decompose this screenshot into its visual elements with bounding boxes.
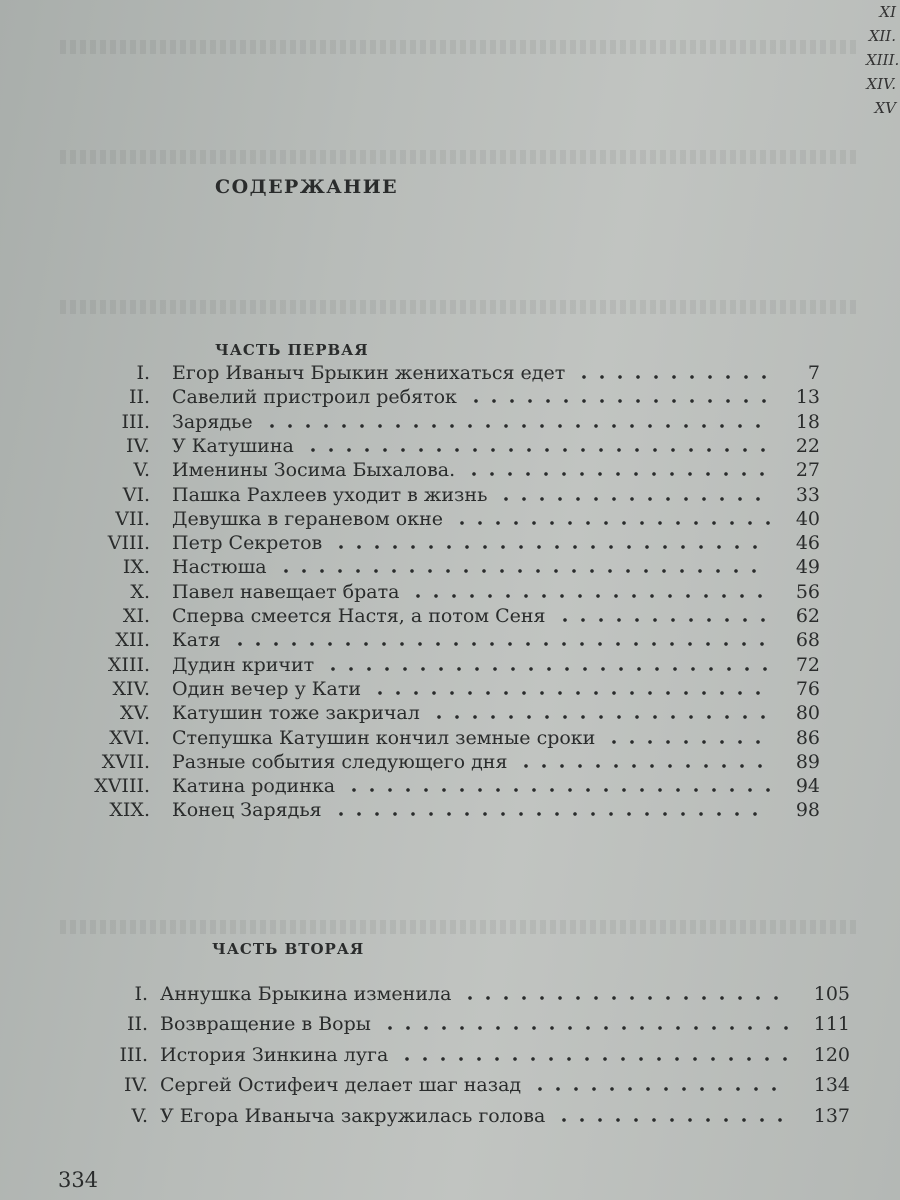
chapter-title: Зарядье (172, 410, 253, 433)
toc-entry (0, 532, 900, 558)
chapter-number: XIV. (112, 677, 150, 700)
dot-leaders (371, 691, 770, 695)
chapter-page-number: 137 (813, 1104, 850, 1127)
chapter-page-number: 56 (795, 580, 820, 603)
chapter-page-number: 22 (795, 434, 820, 457)
chapter-number: XVIII. (94, 775, 150, 798)
dot-leaders (381, 1026, 790, 1030)
chapter-title: Дудин кричит (172, 653, 315, 676)
dot-leaders (531, 1087, 790, 1091)
chapter-page-number: 7 (807, 362, 820, 384)
chapter-title: Петр Секретов (172, 532, 323, 555)
toc-entry (0, 799, 900, 825)
chapter-page-number: 27 (795, 459, 820, 482)
page-number: 334 (58, 1168, 99, 1192)
toc-entry (0, 983, 900, 1009)
dot-leaders (555, 1118, 790, 1122)
dot-leaders (461, 996, 790, 1000)
toc-entry (0, 654, 900, 680)
chapter-title: Катина родинка (172, 775, 336, 798)
chapter-title: Катушин тоже закричал (172, 702, 420, 725)
bleed-through-texture (60, 300, 860, 314)
dot-leaders (332, 545, 770, 549)
chapter-title: Сергей Остифеич делает шаг назад (160, 1074, 522, 1097)
chapter-title: Степушка Катушин кончил земные сроки (172, 726, 596, 749)
dot-leaders (517, 764, 770, 768)
toc-entry (0, 751, 900, 777)
toc-entry (0, 1105, 900, 1131)
chapter-title: У Катушина (172, 434, 294, 457)
chapter-title: Катя (172, 629, 221, 652)
chapter-number: I. (136, 362, 150, 384)
chapter-number: V. (133, 459, 150, 482)
chapter-title: Пашка Рахлеев уходит в жизнь (172, 483, 488, 506)
dot-leaders (409, 594, 770, 598)
chapter-number: XI. (122, 605, 150, 627)
chapter-title: Девушка в гераневом окне (172, 507, 443, 530)
chapter-page-number: 105 (813, 983, 850, 1005)
toc-entry (0, 484, 900, 510)
dot-leaders (430, 715, 770, 719)
toc-entry (0, 1013, 900, 1039)
chapter-title: Конец Зарядья (172, 799, 322, 822)
dot-leaders (324, 667, 770, 671)
chapter-number: XIX. (109, 799, 150, 822)
chapter-page-number: 111 (813, 1013, 850, 1036)
chapter-number: II. (128, 386, 150, 409)
chapter-page-number: 89 (795, 750, 820, 773)
bleed-through-texture (60, 150, 860, 164)
chapter-number: I. (134, 983, 148, 1005)
chapter-page-number: 62 (795, 605, 820, 627)
part-title: ЧАСТЬ ПЕРВАЯ (215, 341, 369, 359)
chapter-title: Павел навещает брата (172, 580, 400, 603)
toc-entry (0, 702, 900, 728)
toc-entry (0, 386, 900, 412)
dot-leaders (263, 424, 770, 428)
chapter-number: VII. (115, 507, 150, 530)
chapter-page-number: 98 (795, 799, 820, 822)
chapter-page-number: 72 (795, 653, 820, 676)
dot-leaders (605, 740, 770, 744)
chapter-title: Именины Зосима Быхалова. (172, 459, 456, 482)
chapter-page-number: 134 (813, 1074, 850, 1097)
dot-leaders (453, 521, 770, 525)
chapter-number: VIII. (107, 532, 150, 555)
dot-leaders (575, 375, 770, 379)
toc-entry (0, 727, 900, 753)
chapter-number: XVII. (101, 750, 150, 773)
chapter-page-number: 13 (795, 386, 820, 409)
toc-entry (0, 678, 900, 704)
chapter-title: История Зинкина луга (160, 1043, 389, 1066)
chapter-page-number: 68 (795, 629, 820, 652)
margin-mark: XIV. (866, 75, 896, 93)
toc-entry (0, 581, 900, 607)
toc-entry (0, 1074, 900, 1100)
dot-leaders (231, 642, 770, 646)
chapter-page-number: 120 (813, 1043, 850, 1066)
toc-entry (0, 411, 900, 437)
margin-mark: XI (879, 3, 896, 21)
chapter-title: Аннушка Брыкина изменила (160, 983, 452, 1005)
chapter-number: IX. (122, 556, 150, 579)
chapter-page-number: 33 (795, 483, 820, 506)
dot-leaders (304, 448, 770, 452)
part-title: ЧАСТЬ ВТОРАЯ (212, 940, 365, 958)
chapter-page-number: 94 (795, 775, 820, 798)
chapter-title: Савелий пристроил ребяток (172, 386, 457, 409)
dot-leaders (345, 788, 770, 792)
chapter-number: III. (119, 1043, 148, 1066)
chapter-page-number: 80 (795, 702, 820, 725)
chapter-page-number: 86 (795, 726, 820, 749)
chapter-page-number: 40 (795, 507, 820, 530)
chapter-title: Настюша (172, 556, 267, 579)
dot-leaders (398, 1057, 790, 1061)
chapter-number: XIII. (107, 653, 150, 676)
toc-entry (0, 629, 900, 655)
chapter-number: II. (126, 1013, 148, 1036)
chapter-page-number: 49 (795, 556, 820, 579)
chapter-page-number: 76 (795, 677, 820, 700)
chapter-title: Возвращение в Воры (160, 1013, 371, 1036)
chapter-number: VI. (122, 483, 150, 506)
margin-mark: XIII. (866, 51, 900, 69)
chapter-title: У Егора Иваныча закружилась голова (160, 1104, 546, 1127)
chapter-title: Сперва смеется Настя, а потом Сеня (172, 605, 546, 627)
toc-entry (0, 775, 900, 801)
toc-entry (0, 435, 900, 461)
margin-mark: XII. (868, 27, 896, 45)
bleed-through-texture (60, 920, 860, 934)
chapter-title: Егор Иваныч Брыкин женихаться едет (172, 362, 566, 384)
chapter-number: IV. (126, 434, 150, 457)
toc-entry (0, 508, 900, 534)
dot-leaders (467, 399, 770, 403)
page-heading: СОДЕРЖАНИЕ (215, 176, 399, 198)
toc-entry (0, 556, 900, 582)
dot-leaders (556, 618, 770, 622)
chapter-number: IV. (124, 1074, 148, 1097)
chapter-number: X. (130, 580, 150, 603)
chapter-number: XVI. (109, 726, 150, 749)
dot-leaders (497, 497, 770, 501)
chapter-title: Разные события следующего дня (172, 750, 508, 773)
chapter-page-number: 18 (795, 410, 820, 433)
dot-leaders (277, 569, 770, 573)
chapter-page-number: 46 (795, 532, 820, 555)
chapter-number: XV. (120, 702, 150, 725)
bleed-through-texture (60, 40, 860, 54)
chapter-number: III. (121, 410, 150, 433)
toc-entry (0, 605, 900, 631)
toc-entry (0, 459, 900, 485)
chapter-title: Один вечер у Кати (172, 677, 362, 700)
toc-entry (0, 362, 900, 388)
toc-entry (0, 1044, 900, 1070)
dot-leaders (465, 472, 770, 476)
dot-leaders (332, 812, 770, 816)
margin-marks (866, 0, 900, 120)
margin-mark: XV (874, 99, 896, 117)
chapter-number: V. (131, 1104, 148, 1127)
chapter-number: XII. (115, 629, 150, 652)
